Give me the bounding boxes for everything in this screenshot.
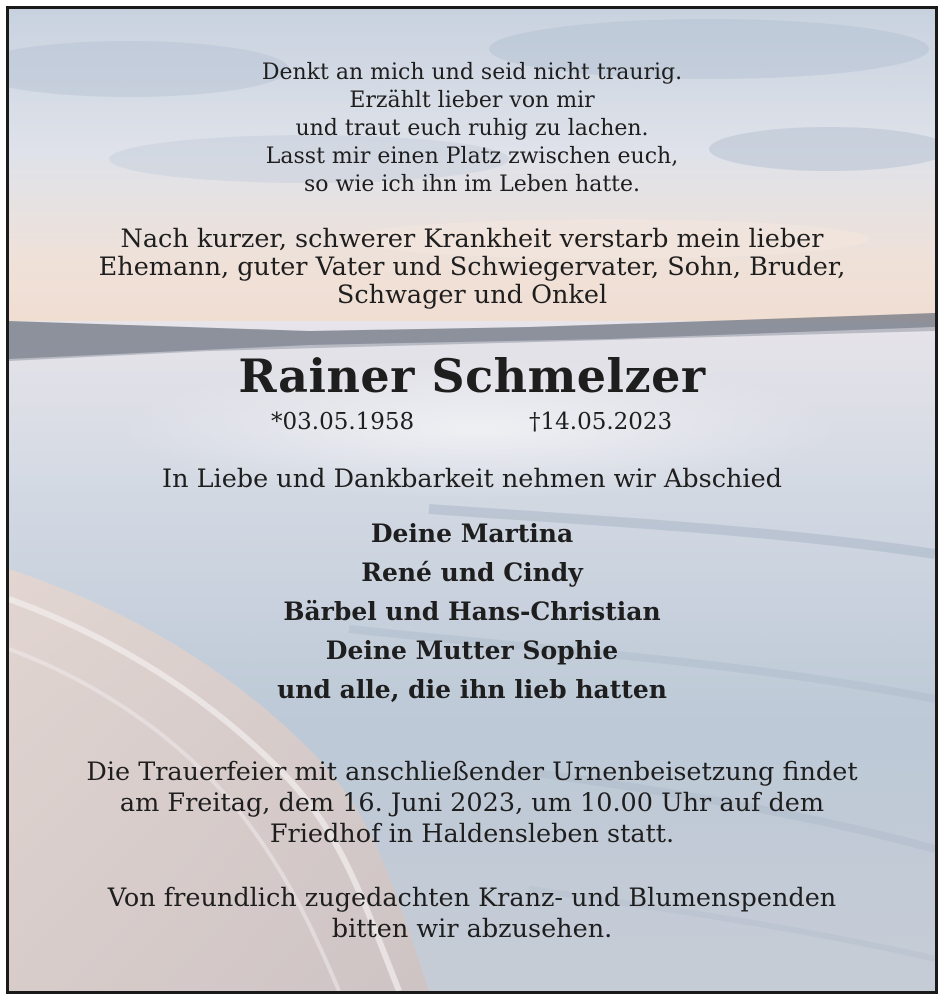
announcement-line: Nach kurzer, schwerer Krankheit verstarb mein lieber (120, 224, 824, 254)
farewell-line: In Liebe und Dankbarkeit nehmen wir Abschied (162, 464, 782, 494)
announcement-line: Ehemann, guter Vater und Schwiegervater, Sohn, Bruder, (98, 252, 846, 282)
poem-line: Denkt an mich und seid nicht traurig. (261, 60, 683, 85)
poem-line: und traut euch ruhig zu lachen. (295, 116, 649, 141)
funeral-line: Die Trauerfeier mit anschließender Urnenbeisetzung findet (86, 757, 858, 787)
mourner-entry: und alle, die ihn lieb hatten (277, 675, 667, 704)
obituary-content (9, 9, 935, 991)
funeral-line: Friedhof in Haldensleben statt. (269, 819, 675, 849)
request-line: bitten wir abzusehen. (331, 914, 613, 944)
mourner-entry: Deine Martina (370, 519, 574, 548)
flower-request (9, 883, 935, 945)
mourner-entry: Deine Mutter Sophie (325, 636, 619, 665)
poem-line: Lasst mir einen Platz zwischen euch, (265, 144, 679, 169)
mourner-entry: Bärbel und Hans-Christian (283, 597, 661, 626)
birth-date: *03.05.1958 (271, 409, 415, 435)
poem-line: Erzählt lieber von mir (349, 88, 595, 113)
request-line: Von freundlich zugedachten Kranz- und Blumenspenden (107, 883, 837, 913)
mourners-list (9, 514, 935, 709)
poem-line: so wie ich ihn im Leben hatte. (303, 172, 641, 197)
death-date: †14.05.2023 (529, 409, 673, 435)
funeral-line: am Freitag, dem 16. Juni 2023, um 10.00 Uhr auf dem (119, 788, 825, 818)
mourner-entry: René und Cindy (361, 558, 583, 587)
poem (9, 59, 935, 199)
obituary-frame (6, 6, 938, 994)
death-announcement (9, 225, 935, 309)
announcement-line: Schwager und Onkel (336, 280, 608, 310)
funeral-details (9, 757, 935, 850)
deceased-name: Rainer Schmelzer (238, 349, 706, 403)
